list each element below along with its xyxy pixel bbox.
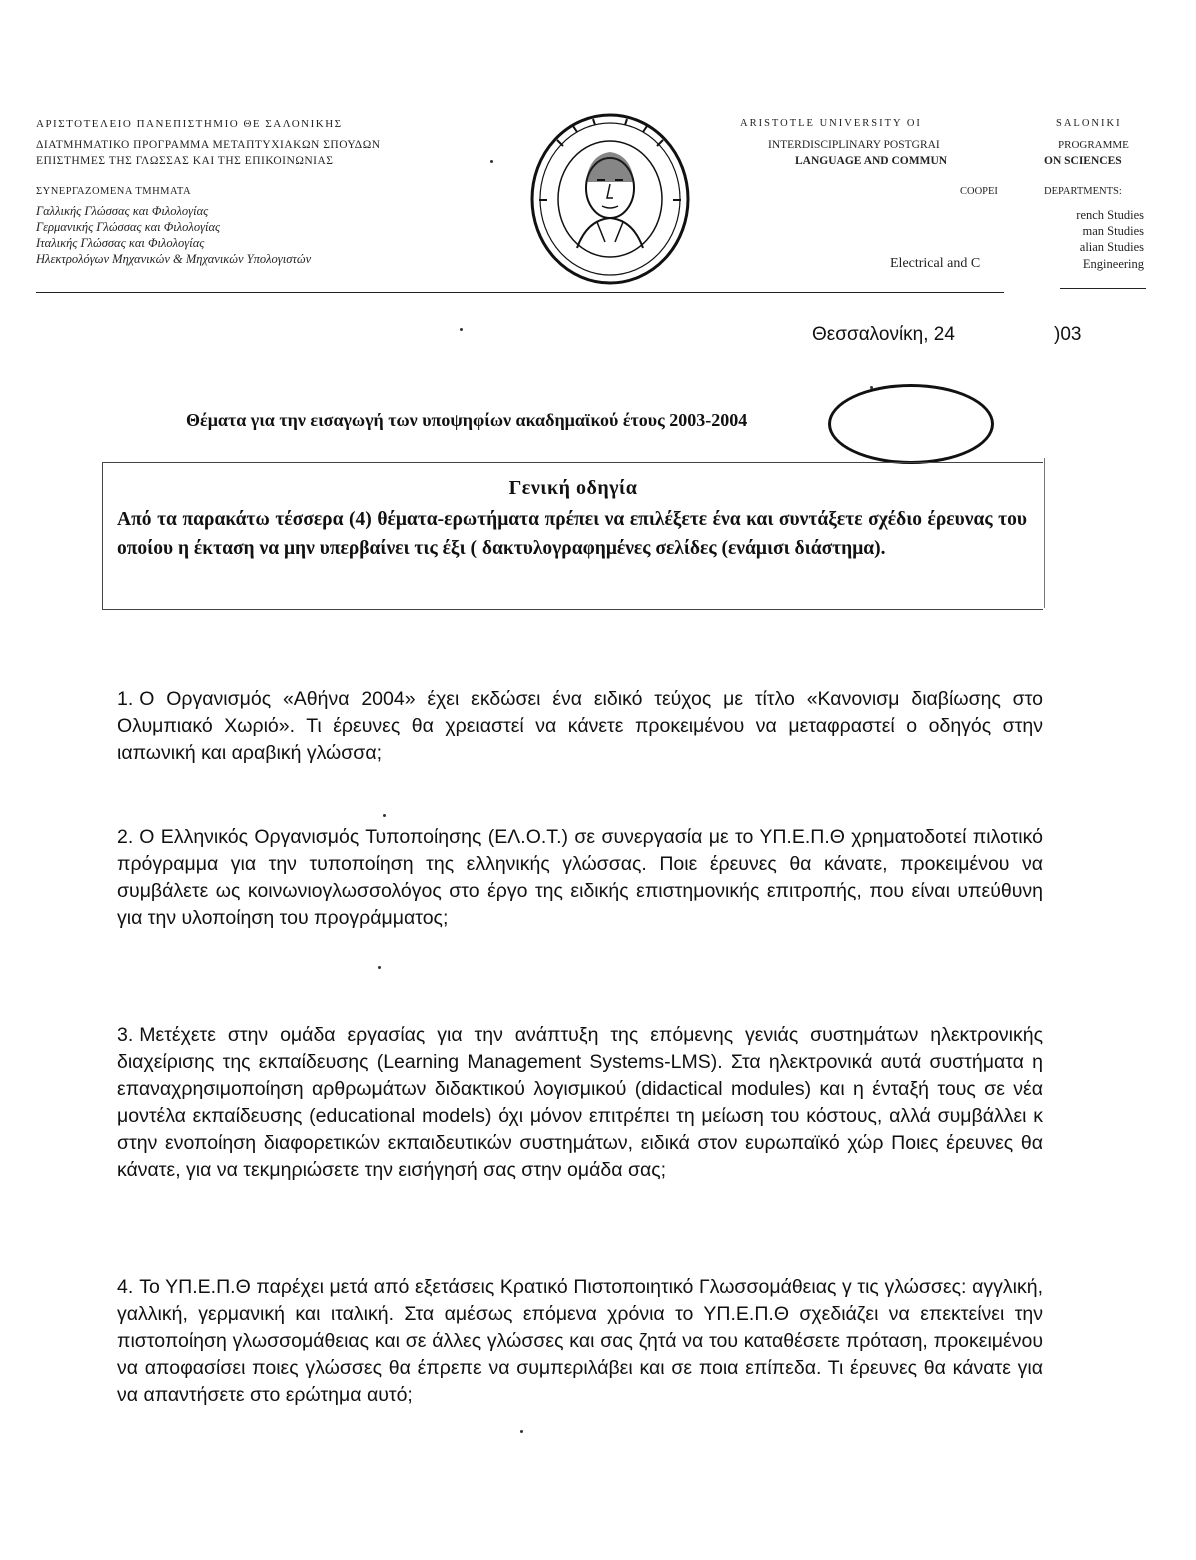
department-engineering-english: Engineering [1082, 257, 1144, 271]
university-name-greek: ΑΡΙΣΤΟΤΕΛΕΙΟ ΠΑΝΕΠΙΣΤΗΜΙΟ ΘΕ ΣΑΛΟΝΙΚΗΣ [36, 118, 343, 130]
question-4-number: 4. [117, 1276, 134, 1298]
general-instruction-box [102, 462, 1043, 610]
department-french-greek: Γαλλικής Γλώσσας και Φιλολογίας [36, 204, 209, 218]
hand-drawn-circle [828, 384, 994, 464]
instruction-box-right-edge [1044, 458, 1045, 608]
question-2 [117, 824, 1043, 932]
department-german-greek: Γερμανικής Γλώσσας και Φιλολογίας [36, 220, 221, 234]
university-name-english: ARISTOTLE UNIVERSITY OI [740, 118, 922, 129]
question-3-number: 3. [117, 1024, 134, 1046]
question-1 [117, 686, 1043, 767]
cooperating-departments-label-greek: ΣΥΝΕΡΓΑΖΟΜΕΝΑ ΤΜΗΜΑΤΑ [36, 186, 192, 197]
question-1-number: 1. [117, 688, 134, 710]
scan-speck [378, 966, 381, 969]
programme-label-english: PROGRAMME [1058, 139, 1129, 151]
programme-sciences-english: ON SCIENCES [1044, 155, 1122, 167]
topics-title: Θέματα για την εισαγωγή των υποψηφίων ακαδημαϊκού έτους 2003-2004 [186, 410, 748, 430]
question-2-text: Ο Ελληνικός Οργανισμός Τυποποίησης (ΕΛ.Ο.Τ.) σε συνεργασία με το ΥΠ.Ε.Π.Θ χρηματοδοτεί πιλοτικό πρόγραμμα για την τυποποίηση της ελληνικής γλώσσας. Ποιε έρευνες θα κάνατε, προκειμένου να συμβάλετε ως κοινωνιογλωσσολόγος στο έργο της ειδικής επιστημονικής επιτροπής, που είναι υπεύθυνη για την υλοποίηση του προγράμματος; [117, 826, 1043, 929]
general-instruction-text: Από τα παρακάτω τέσσερα (4) θέματα-ερωτήματα πρέπει να επιλέξετε ένα και συντάξετε σχέδιο έρευνας του οποίου η έκταση να μην υπερβαίνει τις έξι ( δακτυλογραφημένες σελίδες (ενάμισι διάστημα). [117, 509, 1027, 559]
programme-name-greek-line2: ΕΠΙΣΤΗΜΕΣ ΤΗΣ ΓΛΩΣΣΑΣ ΚΑΙ ΤΗΣ ΕΠΙΚΟΙΝΩΝΙΑΣ [36, 155, 334, 167]
scan-speck [460, 328, 463, 331]
programme-name-english-line1: INTERDISCIPLINARY POSTGRAI [768, 139, 940, 151]
university-city-english: SALONIKI [1056, 118, 1122, 129]
department-german-english: man Studies [1082, 224, 1144, 238]
date-line: Θεσσαλονίκη, 24 [812, 324, 955, 345]
scan-speck [490, 160, 493, 163]
department-italian-english: alian Studies [1079, 240, 1144, 254]
question-3 [117, 1022, 1043, 1184]
general-instruction-title: Γενική οδηγία [508, 477, 638, 499]
question-2-number: 2. [117, 826, 134, 848]
question-1-text: Ο Οργανισμός «Αθήνα 2004» έχει εκδώσει ένα ειδικό τεύχος με τίτλο «Κανονισμ διαβίωσης στο Ολυμπιακό Χωριό». Τι έρευνες θα χρειαστεί να κάνετε προκειμένου να μεταφραστεί ο οδηγός στην ιαπωνική και αραβική γλώσσα; [117, 688, 1043, 764]
question-3-text: Μετέχετε στην ομάδα εργασίας για την ανάπτυξη της επόμενης γενιάς συστημάτων ηλεκτρονικής διαχείρισης της εκπαίδευσης (Learning Management Systems-LMS). Στα ηλεκτρονικά αυτά συστήματα η επαναχρησιμοποίηση αρθρωμάτων διδακτικού λογισμικού (didactical modules) και η ένταξή τους σε νέα μοντέλα εκπαίδευσης (educational models) όχι μόνον επιτρέπει τη μείωση του κόστους, αλλά συμβάλλει κ στην ενοποίηση διαφορετικών εκπαιδευτικών συστημάτων, ειδικά στον ευρωπαϊκό χώρ Ποιες έρευνες θα κάνατε, για να τεκμηριώσετε την εισήγησή σας στην ομάδα σας; [117, 1024, 1043, 1181]
department-french-english: rench Studies [1076, 208, 1144, 222]
department-engineering-greek: Ηλεκτρολόγων Μηχανικών & Μηχανικών Υπολογιστών [36, 252, 312, 266]
scan-speck [383, 814, 386, 817]
department-electrical-english: Electrical and C [890, 256, 981, 271]
date-year-fragment: )03 [1054, 324, 1082, 345]
programme-name-english-line2: LANGUAGE AND COMMUN [795, 155, 948, 167]
scan-speck [870, 386, 873, 389]
cooperating-label-english-part: COOPEI [960, 186, 998, 197]
header-divider-left [36, 292, 1004, 293]
header-divider-right [1060, 288, 1146, 289]
departments-label-english: DEPARTMENTS: [1044, 186, 1122, 197]
department-italian-greek: Ιταλικής Γλώσσας και Φιλολογίας [36, 236, 205, 250]
question-4 [117, 1274, 1043, 1409]
question-4-text: Το ΥΠ.Ε.Π.Θ παρέχει μετά από εξετάσεις Κρατικό Πιστοποιητικό Γλωσσομάθειας γ τις γλώσσες: αγγλική, γαλλική, γερμανική και ιταλική. Στα αμέσως επόμενα χρόνια το ΥΠ.Ε.Π.Θ σχεδιάζει να επεκτείνει την πιστοποίηση γλωσσομάθειας και σε άλλες γλώσσες και σας ζητά να του καταθέσετε πρόταση, προκειμένου να αποφασίσει ποιες γλώσσες θα έπρεπε να συμπεριλάβει και σε ποια επίπεδα. Τι έρευνες θα κάνατε για να απαντήσετε στο ερώτημα αυτό; [117, 1276, 1043, 1406]
programme-name-greek-line1: ΔΙΑΤΜΗΜΑΤΙΚΟ ΠΡΟΓΡΑΜΜΑ ΜΕΤΑΠΤΥΧΙΑΚΩΝ ΣΠΟΥΔΩΝ [36, 139, 381, 151]
university-seal-icon [527, 110, 693, 288]
scan-speck [520, 1430, 523, 1433]
